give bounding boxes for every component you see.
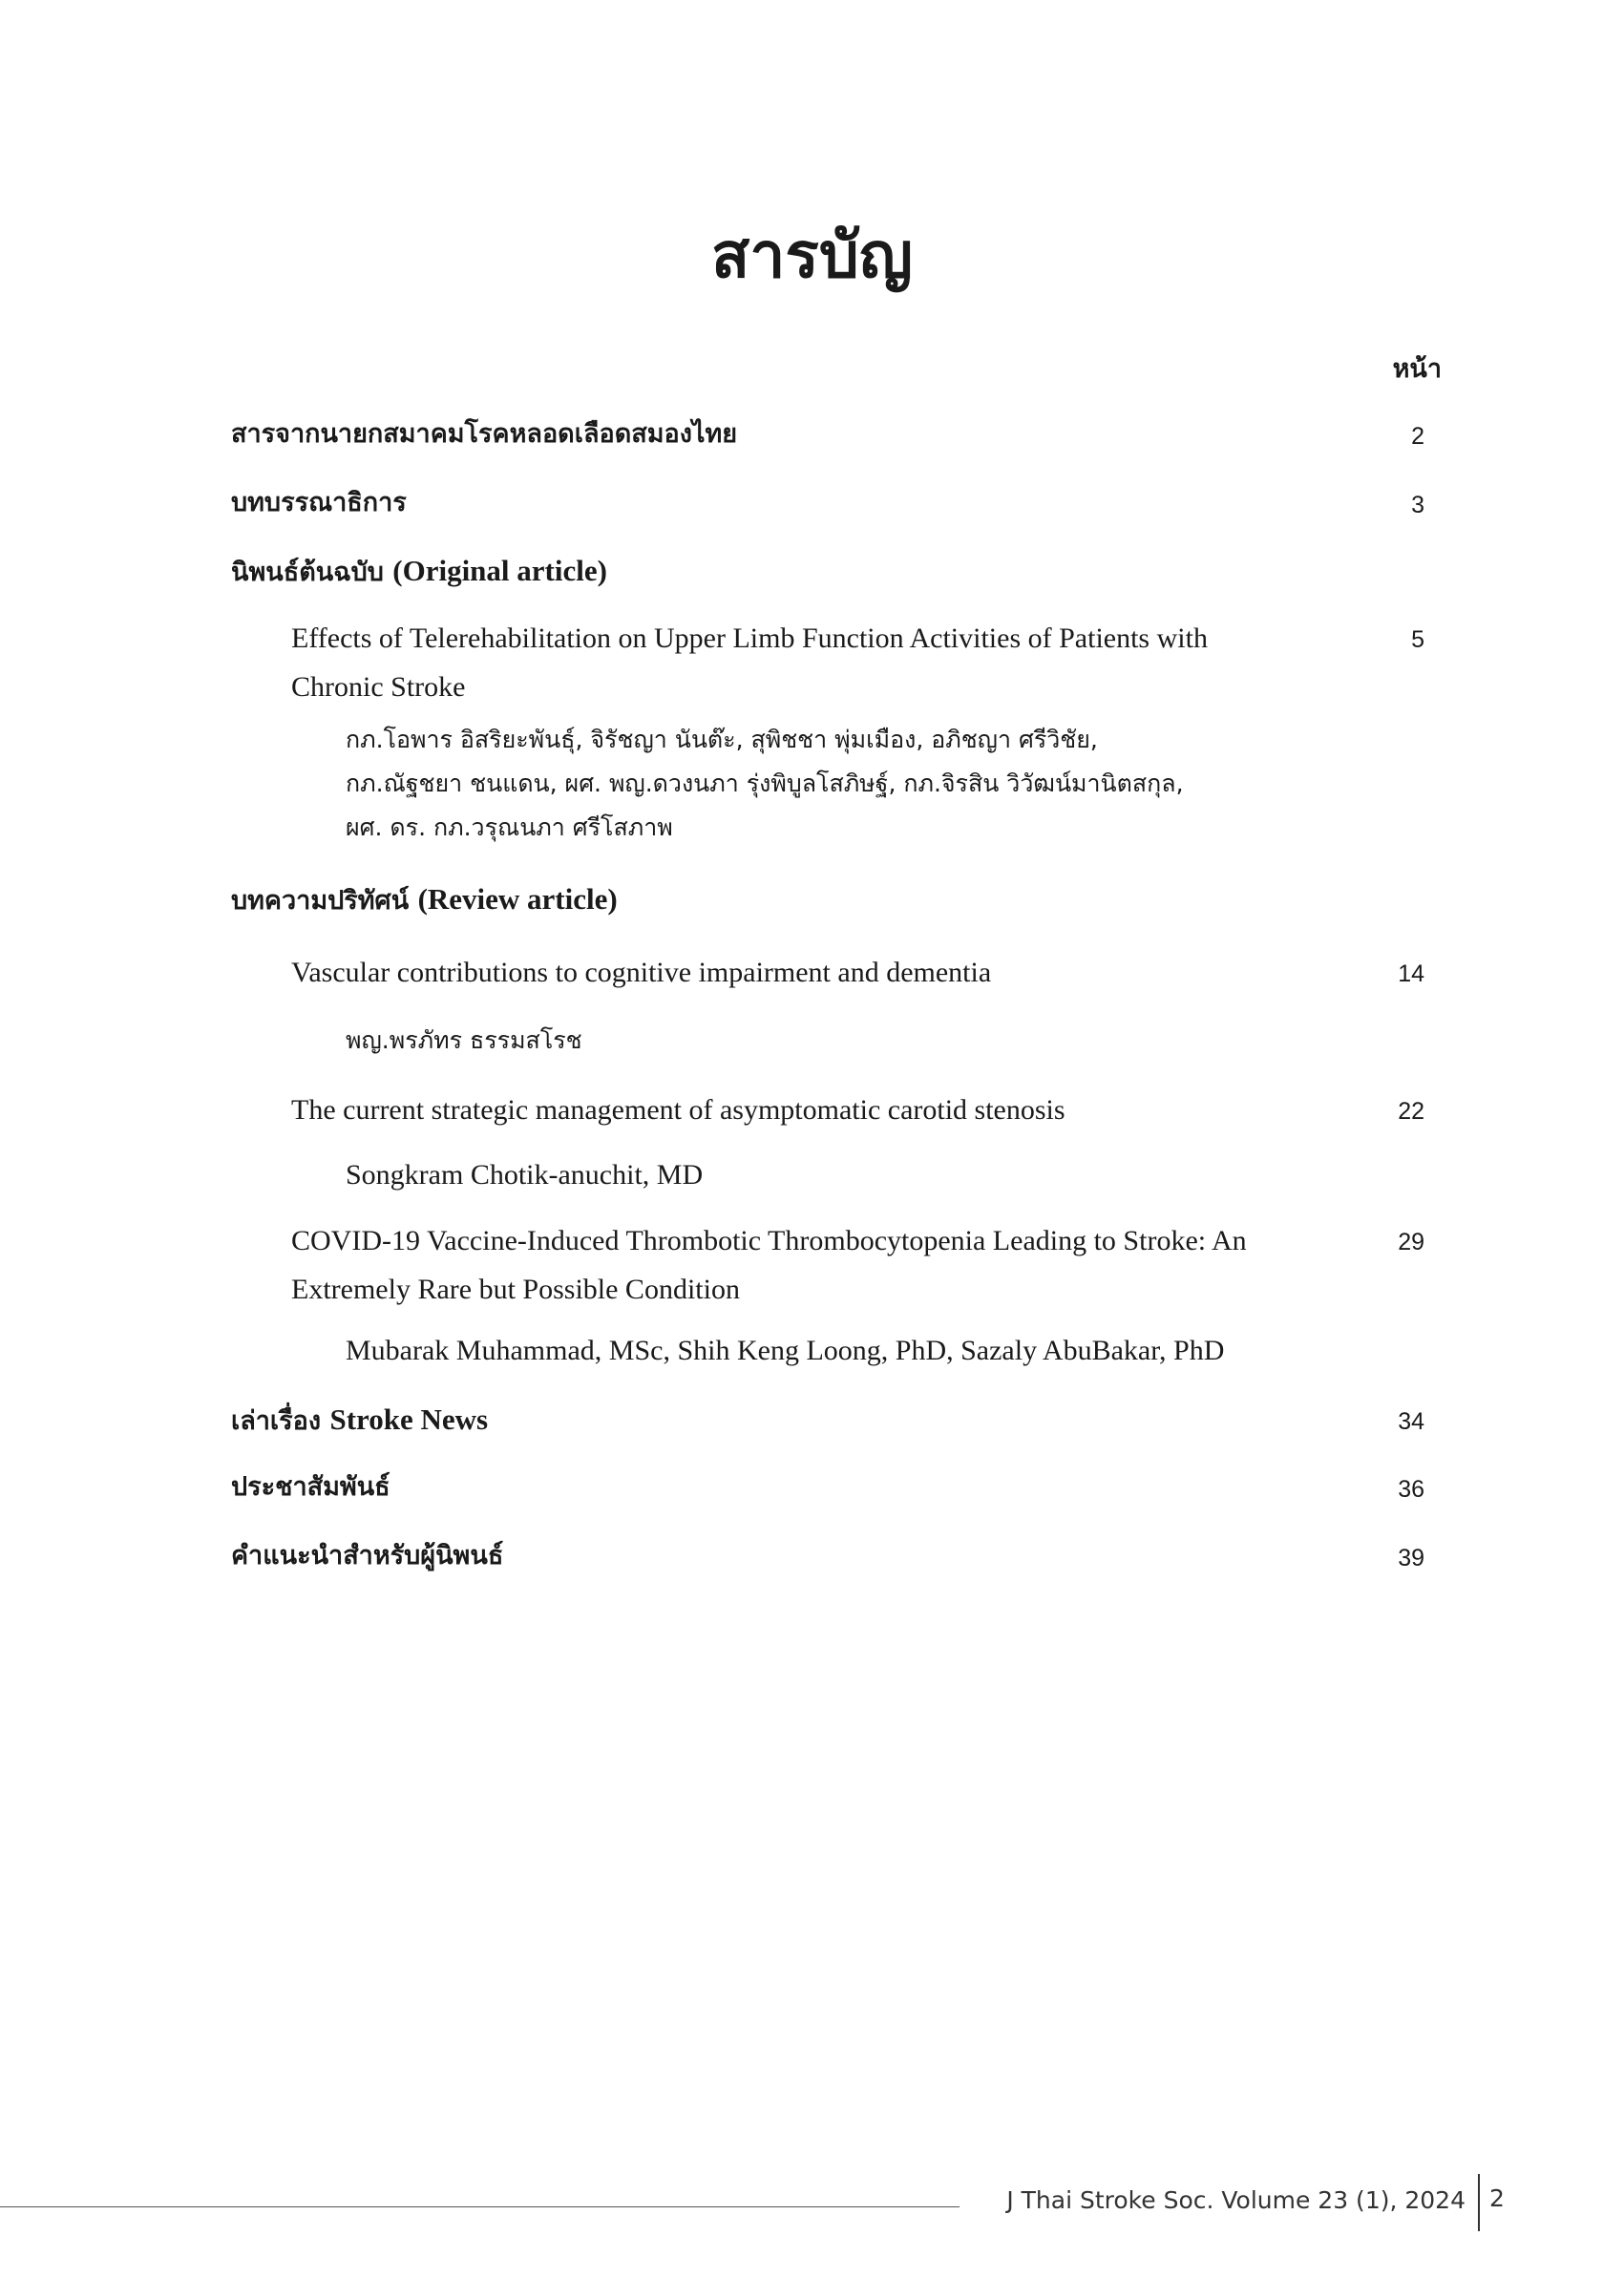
article-title bbox=[291, 948, 1360, 997]
article-title-line: COVID-19 Vaccine-Induced Thrombotic Thrombocytopenia Leading to Stroke: An bbox=[291, 1225, 1247, 1256]
section-title-en: (Original article) bbox=[392, 554, 607, 587]
section-title-th: บทความปริทัศน์ bbox=[231, 886, 410, 916]
article-authors bbox=[346, 1019, 1377, 1063]
page-number: 22 bbox=[1398, 1098, 1424, 1125]
page-title: สารบัญ bbox=[711, 219, 913, 292]
article-title bbox=[291, 614, 1360, 711]
section-title bbox=[231, 880, 618, 918]
section-title-th: นิพนธ์ต้นฉบับ bbox=[231, 558, 384, 587]
author-line: กภ.ณัฐชยา ชนแดน, ผศ. พญ.ดวงนภา รุ่งพิบูลโสภิษฐ์, กภ.จิรสิน วิวัฒน์มานิตสกุล, bbox=[346, 770, 1184, 797]
article-authors bbox=[346, 718, 1377, 850]
author-line: Songkram Chotik-anuchit, MD bbox=[346, 1159, 704, 1191]
section-title: บทบรรณาธิการ bbox=[231, 488, 407, 517]
page-number: 29 bbox=[1398, 1229, 1424, 1255]
section-title-en: (Review article) bbox=[417, 882, 618, 916]
author-line: กภ.โอพาร อิสริยะพันธุ์, จิรัชญา นันต๊ะ, สุพิชชา พุ่มเมือง, อภิชญา ศรีวิชัย, bbox=[346, 726, 1098, 753]
footer-page-number: 2 bbox=[1489, 2184, 1505, 2212]
page-number: 39 bbox=[1398, 1545, 1424, 1571]
page-number: 14 bbox=[1398, 960, 1424, 987]
page-number: 2 bbox=[1411, 423, 1424, 450]
author-line: Mubarak Muhammad, MSc, Shih Keng Loong, PhD, Sazaly AbuBakar, PhD bbox=[346, 1335, 1225, 1366]
section-title-en: Stroke News bbox=[329, 1403, 489, 1436]
page-column-header: หน้า bbox=[1392, 354, 1442, 384]
article-title-line: Extremely Rare but Possible Condition bbox=[291, 1274, 740, 1305]
article-title-line: Chronic Stroke bbox=[291, 671, 466, 703]
section-title: ประชาสัมพันธ์ bbox=[231, 1472, 390, 1502]
section-title: สารจากนายกสมาคมโรคหลอดเลือดสมองไทย bbox=[231, 419, 738, 449]
section-title bbox=[231, 552, 607, 590]
page-number: 5 bbox=[1411, 626, 1424, 653]
article-authors bbox=[346, 1153, 1377, 1197]
page-number: 3 bbox=[1411, 492, 1424, 518]
article-title bbox=[291, 1216, 1360, 1314]
page-number: 36 bbox=[1398, 1476, 1424, 1503]
section-title-th: เล่าเรื่อง bbox=[231, 1406, 322, 1436]
author-line: ผศ. ดร. กภ.วรุณนภา ศรีโสภาพ bbox=[346, 813, 673, 841]
article-title-line: The current strategic management of asymptomatic carotid stenosis bbox=[291, 1094, 1065, 1126]
author-line: พญ.พรภัทร ธรรมสโรช bbox=[346, 1026, 582, 1054]
footer-citation: J Thai Stroke Soc. Volume 23 (1), 2024 bbox=[1006, 2186, 1466, 2214]
article-title-line: Effects of Telerehabilitation on Upper Limb Function Activities of Patients with bbox=[291, 622, 1208, 654]
page-number: 34 bbox=[1398, 1408, 1424, 1435]
article-title-line: Vascular contributions to cognitive impairment and dementia bbox=[291, 957, 992, 988]
article-title bbox=[291, 1086, 1360, 1134]
section-title bbox=[231, 1401, 488, 1439]
article-authors bbox=[346, 1329, 1377, 1373]
footer-separator bbox=[1478, 2174, 1480, 2231]
footer-rule bbox=[0, 2206, 960, 2207]
section-title: คำแนะนำสำหรับผู้นิพนธ์ bbox=[231, 1541, 504, 1571]
